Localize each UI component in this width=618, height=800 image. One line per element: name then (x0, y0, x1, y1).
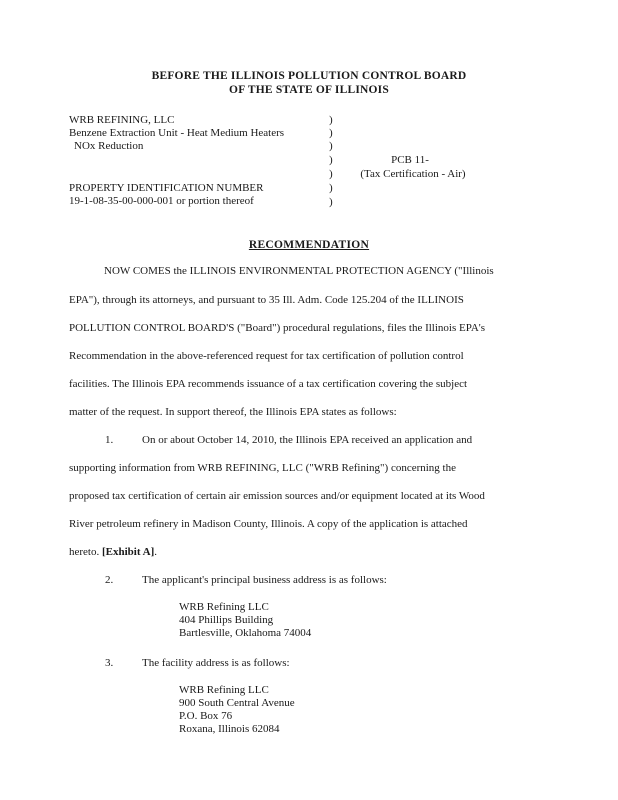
exhibit-reference: [Exhibit A] (101, 546, 155, 558)
item-line: River petroleum refinery in Madison County, Illinois. A copy of the application is attached (69, 518, 468, 530)
business-address-line: 404 Phillips Building (179, 614, 274, 626)
facility-address-line: Roxana, Illinois 62084 (179, 723, 280, 735)
item-line: The applicant's principal business address is as follows: (142, 574, 387, 586)
intro-line: matter of the request. In support thereof, the Illinois EPA states as follows: (69, 406, 397, 418)
caption-paren: ) (329, 114, 333, 126)
item-line: supporting information from WRB REFINING, LLC ("WRB Refining") concerning the (69, 462, 456, 474)
facility-address-line: WRB Refining LLC (179, 684, 269, 696)
business-address-line: WRB Refining LLC (179, 601, 269, 613)
project-name: Benzene Extraction Unit - Heat Medium Heaters (69, 127, 285, 139)
caption-paren: ) (329, 168, 333, 180)
caption-paren: ) (329, 127, 333, 139)
intro-line: facilities. The Illinois EPA recommends issuance of a tax certification covering the subject (69, 378, 468, 390)
item-line: proposed tax certification of certain air emission sources and/or equipment located at its Wood (69, 490, 485, 502)
item-line-text: hereto. (69, 546, 102, 558)
party-name: WRB REFINING, LLC (69, 114, 175, 126)
item-line-period: . (154, 546, 157, 558)
item-line: On or about October 14, 2010, the Illinois EPA received an application and (142, 434, 473, 446)
business-address-line: Bartlesville, Oklahoma 74004 (179, 627, 312, 639)
item-number: 3. (105, 657, 114, 669)
property-id-number: 19-1-08-35-00-000-001 or portion thereof (69, 195, 254, 207)
board-heading-line2: OF THE STATE OF ILLINOIS (229, 84, 389, 96)
board-heading-line1: BEFORE THE ILLINOIS POLLUTION CONTROL BOARD (151, 70, 467, 82)
facility-address-line: P.O. Box 76 (179, 710, 233, 722)
project-name-cont: NOx Reduction (74, 140, 144, 152)
caption-paren: ) (329, 140, 333, 152)
item-number: 1. (105, 434, 114, 446)
facility-address-line: 900 South Central Avenue (179, 697, 295, 709)
document-title: RECOMMENDATION (248, 239, 370, 251)
intro-line: Recommendation in the above-referenced request for tax certification of pollution control (69, 350, 464, 362)
caption-paren: ) (329, 154, 333, 166)
case-number: PCB 11- (391, 154, 429, 166)
caption-paren: ) (329, 182, 333, 194)
case-type: (Tax Certification - Air) (360, 168, 466, 180)
intro-line: POLLUTION CONTROL BOARD'S ("Board") procedural regulations, files the Illinois EPA's (69, 322, 486, 334)
item-line-last (69, 546, 157, 559)
item-line: The facility address is as follows: (142, 657, 290, 669)
caption-paren: ) (329, 196, 333, 208)
item-number: 2. (105, 574, 114, 586)
intro-line: EPA"), through its attorneys, and pursuant to 35 Ill. Adm. Code 125.204 of the ILLINOIS (69, 294, 464, 306)
intro-line: NOW COMES the ILLINOIS ENVIRONMENTAL PROTECTION AGENCY ("Illinois (104, 265, 494, 277)
property-id-label: PROPERTY IDENTIFICATION NUMBER (69, 182, 264, 194)
